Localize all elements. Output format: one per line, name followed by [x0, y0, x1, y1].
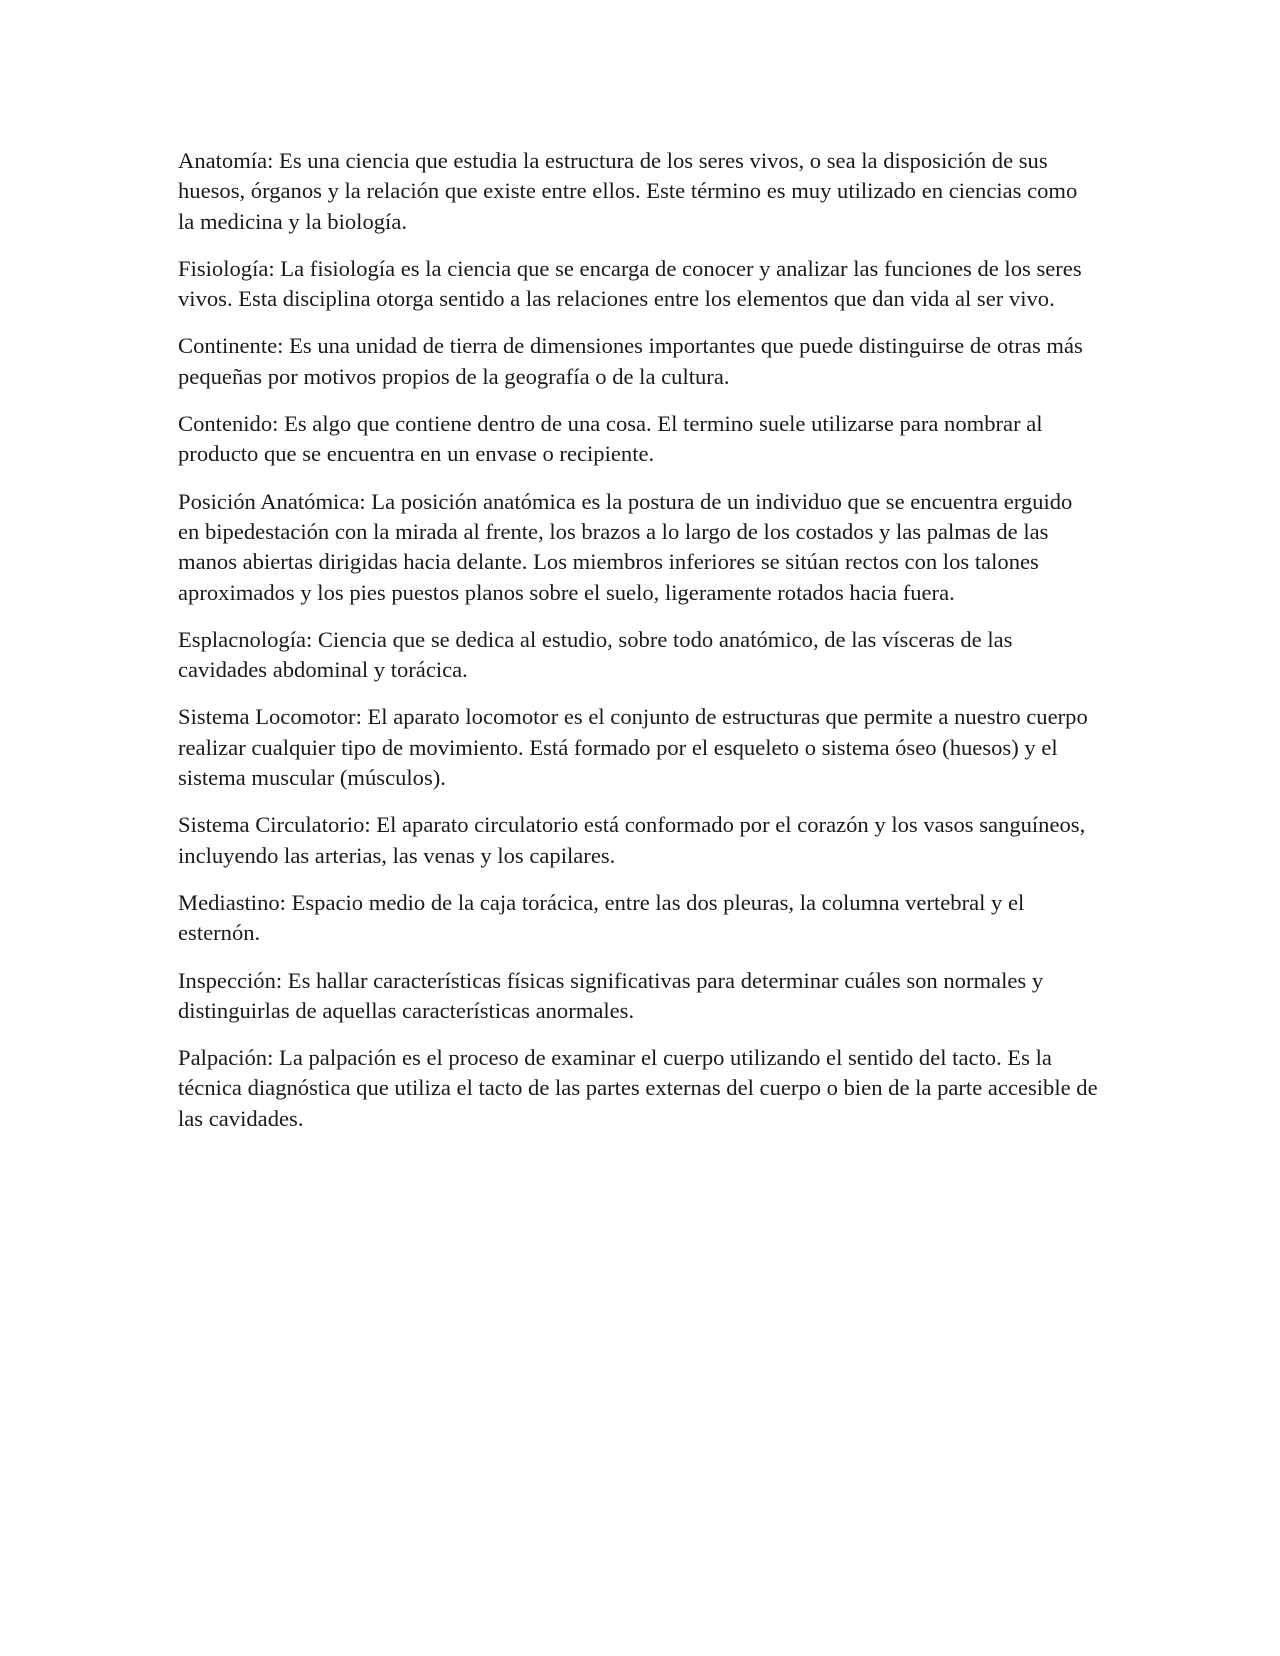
definition-continente: Continente: Es una unidad de tierra de dimensiones importantes que puede distinguirse de otras más pequeñas por motivos propios de la geografía o de la cultura.	[178, 333, 1083, 389]
definition-palpacion: Palpación: La palpación es el proceso de examinar el cuerpo utilizando el sentido del tacto. Es la técnica diagnóstica que utiliza el tacto de las partes externas del cuerpo o bien de la parte accesible de las cavidades.	[178, 1045, 1098, 1131]
definition-contenido: Contenido: Es algo que contiene dentro de una cosa. El termino suele utilizarse para nombrar al producto que se encuentra en un envase o recipiente.	[178, 411, 1043, 467]
document-body	[178, 146, 1098, 1151]
definition-anatomia: Anatomía: Es una ciencia que estudia la estructura de los seres vivos, o sea la disposición de sus huesos, órganos y la relación que existe entre ellos. Este término es muy utilizado en ciencias como la medicina y la biología.	[178, 148, 1078, 234]
definition-sistema-locomotor: Sistema Locomotor: El aparato locomotor es el conjunto de estructuras que permite a nuestro cuerpo realizar cualquier tipo de movimiento. Está formado por el esqueleto o sistema óseo (huesos) y el sistema muscular (músculos).	[178, 704, 1088, 791]
definition-esplacnologia: Esplacnología: Ciencia que se dedica al estudio, sobre todo anatómico, de las vísceras de las cavidades abdominal y torácica.	[178, 626, 1013, 683]
definition-posicion-anatomica: Posición Anatómica: La posición anatómica es la postura de un individuo que se encuentra erguido en bipedestación con la mirada al frente, los brazos a lo largo de los costados y las palmas de las manos abiertas dirigidas hacia delante. Los miembros inferiores se sitúan rectos con los talones aproximados y los pies puestos planos sobre el suelo, ligeramente rotados hacia fuera.	[178, 488, 1073, 605]
definition-mediastino: Mediastino: Espacio medio de la caja torácica, entre las dos pleuras, la columna vertebral y el esternón.	[178, 889, 1025, 946]
definition-sistema-circulatorio: Sistema Circulatorio: El aparato circulatorio está conformado por el corazón y los vasos sanguíneos, incluyendo las arterias, las venas y los capilares.	[178, 812, 1086, 868]
definition-inspeccion: Inspección: Es hallar características físicas significativas para determinar cuáles son normales y distinguirlas de aquellas características anormales.	[178, 967, 1044, 1023]
definition-fisiologia: Fisiología: La fisiología es la ciencia que se encarga de conocer y analizar las funciones de los seres vivos. Esta disciplina otorga sentido a las relaciones entre los elementos que dan vida al ser vivo.	[178, 255, 1082, 312]
